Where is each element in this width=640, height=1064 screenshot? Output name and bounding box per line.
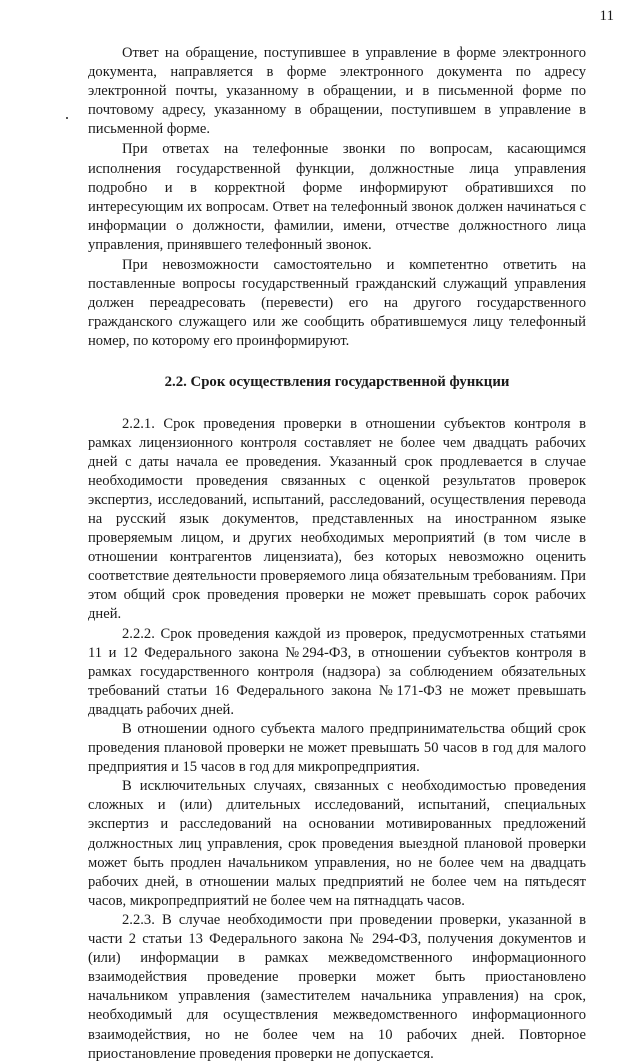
scan-speck (66, 117, 68, 119)
document-body (88, 44, 586, 1064)
paragraph-phone-calls: При ответах на телефонные звонки по вопросам, касающимся исполнения государственной функции, должностные лица управления подробно и в корректной форме информируют обратившихся по интересующим их вопросам. Ответ на телефонный звонок должен начинаться с информации о должности, фамилии, имени, отчестве должностного лица управления, принявшего телефонный звонок. (88, 141, 586, 253)
page-number: 11 (599, 8, 614, 24)
paragraph-small-business: В отношении одного субъекта малого предпринимательства общий срок проведения плановой проверки не может превышать 50 часов в год для малого предприятия и 15 часов в год для микропредприятия. (88, 721, 586, 776)
paragraph-2-2-1: 2.2.1. Срок проведения проверки в отношении субъектов контроля в рамках лицензионного контроля составляет не более чем двадцать рабочих дней с даты начала ее проведения. Указанный срок продлевается в случае необходимости проведения связанных с оценкой результатов проверок экспертиз, исследований, испытаний, расследований, осуществления перевода на русский язык документов, представленных на иностранном языке проверяемым лицом, и других необходимых мероприятий (в том числе в отношении контрагентов лицензиата), без которых невозможно оценить соответствие деятельности проверяемого лица обязательным требованиям. При этом общий срок проведения проверки не может превышать сорок рабочих дней. (88, 415, 586, 623)
paragraph-2-2-2: 2.2.2. Срок проведения каждой из проверок, предусмотренных статьями 11 и 12 Федерального закона №294-ФЗ, в отношении субъектов контроля в рамках государственного контроля (надзора) за соблюдением обязательных требований статьи 16 Федерального закона №171-ФЗ не может превышать двадцать рабочих дней. (88, 625, 586, 718)
section-heading: 2.2. Срок осуществления государственной функции (164, 373, 510, 390)
paragraph-2-2-3: 2.2.3. В случае необходимости при проведении проверки, указанной в части 2 статьи 13 Федерального закона № 294-ФЗ, получения документов и (или) информации в рамках межведомственного информационного взаимодействия проведение проверки может быть приостановлено начальником управления (заместителем начальника управления) на срок, необходимый для осуществления межведомственного информационного взаимодействия, но не более чем на 10 рабочих дней. Повторное приостановление проведения проверки не допускается. (88, 911, 586, 1062)
paragraph-exceptional-cases: В исключительных случаях, связанных с необходимостью проведения сложных и (или) длительных исследований, испытаний, специальных экспертиз и расследований на основании мотивированных предложений должностных лиц управления, срок проведения выездной плановой проверки может быть продлен начальником управления, но не более чем на двадцать рабочих дней, в отношении малых предприятий не более чем на пятьдесят часов, микропредприятий не более чем на пятнадцать часов. (88, 778, 586, 909)
paragraph-electronic-response: Ответ на обращение, поступившее в управление в форме электронного документа, направляется в форме электронного документа по адресу электронной почты, указанному в обращении, и в письменной форме по почтовому адресу, указанному в обращении, поступившем в управление в письменной форме. (88, 45, 586, 138)
paragraph-redirect-call: При невозможности самостоятельно и компетентно ответить на поставленные вопросы государственный гражданский служащий управления должен переадресовать (перевести) его на другого государственного гражданского служащего или же сообщить обратившемуся лицу телефонный номер, по которому его проинформируют. (88, 257, 586, 350)
